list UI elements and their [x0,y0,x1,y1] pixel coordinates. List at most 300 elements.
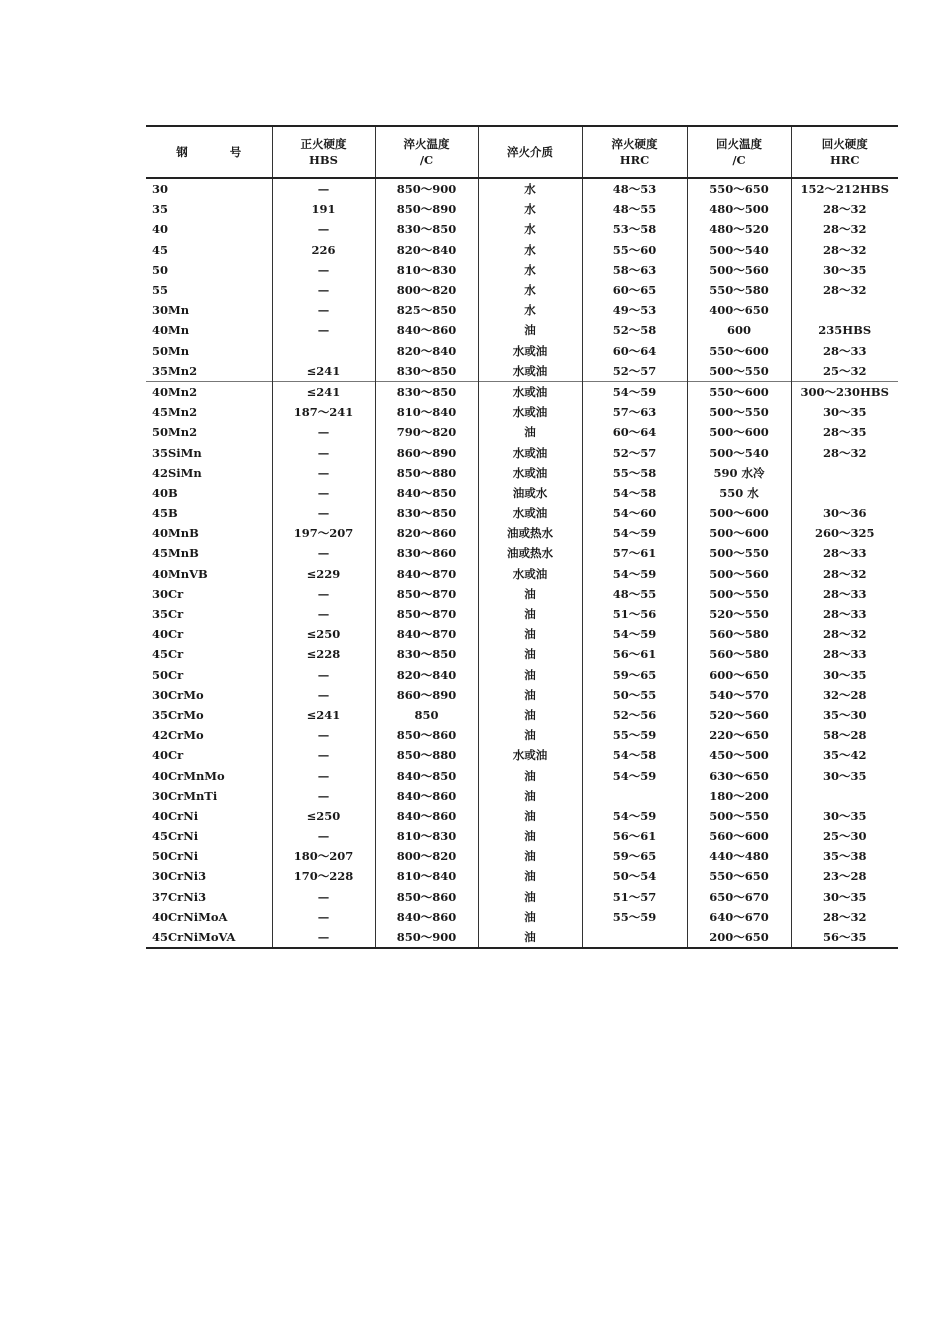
header-temper-hardness [791,126,898,178]
header-temper-temp-title: 回火温度 [716,137,762,151]
cell-temper-hardness: 28～33 [791,543,898,563]
cell-temper-temperature: 650～670 [687,887,791,907]
cell-temper-hardness [791,300,898,320]
cell-normalize-hardness: ≤229 [272,564,375,584]
table-row [146,665,898,685]
table-row [146,846,898,866]
cell-quench-hardness: 55～58 [582,463,687,483]
cell-quench-temperature: 840～850 [375,483,478,503]
cell-quench-hardness: 57～63 [582,402,687,422]
cell-quench-temperature: 820～860 [375,523,478,543]
cell-quench-hardness: 51～56 [582,604,687,624]
cell-grade: 30 [152,182,169,197]
table-row [146,685,898,705]
cell-normalize-hardness: — [272,320,375,340]
cell-quench-temperature: 830～860 [375,543,478,563]
cell-temper-temperature: 550 水 [687,483,791,503]
cell-normalize-hardness: — [272,422,375,442]
cell-grade: 40CrNi [152,808,199,823]
cell-quench-hardness: 60～64 [582,341,687,361]
cell-temper-hardness: 25～32 [791,361,898,382]
cell-temper-hardness: 30～35 [791,260,898,280]
cell-quench-temperature: 830～850 [375,361,478,382]
cell-temper-temperature: 500～600 [687,422,791,442]
cell-quench-medium: 油 [478,320,582,340]
table-row [146,463,898,483]
cell-quench-medium: 水或油 [478,503,582,523]
cell-temper-temperature: 500～550 [687,361,791,382]
cell-normalize-hardness [272,341,375,361]
cell-temper-temperature: 540～570 [687,685,791,705]
cell-normalize-hardness: ≤228 [272,644,375,664]
cell-grade: 35SiMn [152,445,202,460]
cell-quench-hardness: 55～59 [582,725,687,745]
cell-quench-temperature: 830～850 [375,219,478,239]
cell-normalize-hardness: — [272,219,375,239]
cell-quench-medium: 水或油 [478,463,582,483]
cell-quench-temperature: 850～860 [375,887,478,907]
cell-normalize-hardness: ≤241 [272,705,375,725]
cell-quench-medium: 水 [478,178,582,199]
cell-quench-medium: 油或热水 [478,523,582,543]
cell-quench-medium: 水或油 [478,402,582,422]
cell-grade: 45Mn2 [152,405,198,420]
cell-quench-medium: 油 [478,685,582,705]
cell-grade: 35Mn2 [152,363,198,378]
cell-quench-temperature: 850～870 [375,584,478,604]
cell-quench-medium: 油 [478,806,582,826]
cell-quench-medium: 油 [478,765,582,785]
cell-quench-hardness: 54～59 [582,381,687,402]
cell-normalize-hardness: — [272,260,375,280]
cell-quench-hardness: 52～57 [582,361,687,382]
cell-temper-temperature: 440～480 [687,846,791,866]
cell-quench-medium: 水或油 [478,381,582,402]
table-row [146,199,898,219]
cell-temper-temperature: 600～650 [687,665,791,685]
table-row [146,786,898,806]
cell-temper-temperature: 550～600 [687,341,791,361]
cell-temper-hardness: 28～32 [791,907,898,927]
cell-quench-hardness: 54～59 [582,765,687,785]
cell-temper-temperature: 500～540 [687,240,791,260]
cell-grade: 50Cr [152,667,184,682]
cell-quench-hardness: 55～59 [582,907,687,927]
cell-normalize-hardness: — [272,543,375,563]
cell-grade: 30Mn [152,303,190,318]
cell-quench-medium: 油 [478,665,582,685]
cell-grade: 30Cr [152,586,184,601]
cell-quench-hardness: 59～65 [582,665,687,685]
cell-quench-hardness: 58～63 [582,260,687,280]
table-row [146,866,898,886]
cell-quench-temperature: 850～880 [375,745,478,765]
table-row [146,806,898,826]
cell-quench-temperature: 800～820 [375,280,478,300]
cell-grade: 40 [152,222,169,237]
cell-temper-hardness: 30～36 [791,503,898,523]
cell-temper-temperature: 550～650 [687,866,791,886]
cell-quench-temperature: 830～850 [375,644,478,664]
cell-normalize-hardness: — [272,887,375,907]
cell-quench-hardness: 56～61 [582,826,687,846]
cell-temper-temperature: 640～670 [687,907,791,927]
cell-temper-hardness: 28～33 [791,604,898,624]
cell-temper-temperature: 220～650 [687,725,791,745]
cell-quench-medium: 油 [478,866,582,886]
header-normalize-title: 正火硬度 [300,137,347,151]
cell-grade: 45CrNiMoVA [146,927,272,948]
cell-temper-hardness: 28～32 [791,199,898,219]
table-row [146,907,898,927]
cell-quench-hardness: 50～54 [582,866,687,886]
cell-normalize-hardness: — [272,786,375,806]
table-row [146,725,898,745]
cell-grade: 45CrNi [152,829,199,844]
header-quench-medium-title: 淬火介质 [507,145,553,159]
cell-normalize-hardness: — [272,927,375,948]
cell-grade: 45Cr [152,647,184,662]
cell-temper-temperature: 450～500 [687,745,791,765]
cell-quench-hardness: 54～58 [582,483,687,503]
cell-grade: 40MnVB [152,566,208,581]
cell-temper-hardness: 28～33 [791,584,898,604]
cell-quench-hardness: 56～61 [582,644,687,664]
cell-temper-temperature: 500～550 [687,806,791,826]
cell-normalize-hardness: — [272,604,375,624]
cell-grade: 50Mn [152,343,190,358]
cell-grade: 40Mn2 [146,381,272,402]
table-row [146,240,898,260]
cell-quench-medium: 水 [478,280,582,300]
cell-quench-medium: 水 [478,199,582,219]
cell-temper-hardness: 30～35 [791,806,898,826]
table-row [146,604,898,624]
cell-quench-temperature: 840～860 [375,907,478,927]
cell-temper-temperature: 500～600 [687,523,791,543]
cell-quench-temperature: 790～820 [375,422,478,442]
cell-normalize-hardness: ≤250 [272,806,375,826]
cell-grade: 42SiMn [152,465,202,480]
table-row [146,523,898,543]
cell-normalize-hardness: — [272,826,375,846]
cell-quench-hardness: 48～55 [582,584,687,604]
cell-normalize-hardness: — [272,685,375,705]
cell-temper-temperature: 500～560 [687,260,791,280]
table-row [146,927,898,948]
cell-quench-hardness [582,786,687,806]
cell-grade: 50Mn2 [152,425,198,440]
cell-temper-hardness: 260～325 [791,523,898,543]
cell-temper-temperature: 180～200 [687,786,791,806]
cell-temper-hardness: 28～32 [791,624,898,644]
cell-quench-medium: 油或水 [478,483,582,503]
cell-quench-medium: 水或油 [478,745,582,765]
cell-normalize-hardness: — [272,280,375,300]
cell-quench-hardness: 48～55 [582,199,687,219]
cell-grade: 40CrNiMoA [152,909,228,924]
cell-temper-hardness: 23～28 [791,866,898,886]
cell-temper-hardness: 28～32 [791,564,898,584]
cell-temper-temperature: 480～500 [687,199,791,219]
table-row [146,422,898,442]
cell-temper-hardness: 30～35 [791,765,898,785]
cell-normalize-hardness: — [272,725,375,745]
header-grade-char-1: 钢 [176,145,188,159]
cell-quench-temperature: 850～880 [375,463,478,483]
cell-normalize-hardness: — [272,300,375,320]
cell-temper-hardness: 28～33 [791,341,898,361]
header-quench-hard-title: 淬火硬度 [611,137,658,151]
header-quench-hardness [582,126,687,178]
table-row [146,219,898,239]
cell-temper-hardness: 152～212HBS [791,178,898,199]
cell-temper-hardness: 28～32 [791,442,898,462]
cell-quench-hardness: 51～57 [582,887,687,907]
cell-temper-hardness: 25～30 [791,826,898,846]
cell-normalize-hardness: — [272,483,375,503]
cell-quench-medium: 水 [478,260,582,280]
cell-temper-hardness: 32～28 [791,685,898,705]
cell-grade: 30CrMnTi [152,788,218,803]
cell-quench-medium: 水或油 [478,564,582,584]
table-row [146,543,898,563]
cell-temper-hardness: 35～30 [791,705,898,725]
cell-normalize-hardness: ≤241 [272,381,375,402]
cell-quench-hardness: 54～59 [582,564,687,584]
cell-quench-hardness [582,927,687,948]
cell-quench-hardness: 60～65 [582,280,687,300]
cell-quench-hardness: 54～59 [582,523,687,543]
cell-normalize-hardness: — [272,745,375,765]
header-quench-temp-title: 淬火温度 [403,137,450,151]
header-temper-hard-title: 回火硬度 [821,137,868,151]
cell-normalize-hardness: — [272,765,375,785]
cell-temper-temperature: 480～520 [687,219,791,239]
cell-quench-medium: 水或油 [478,442,582,462]
table-row [146,320,898,340]
cell-temper-hardness [791,463,898,483]
cell-grade: 42CrMo [152,728,204,743]
table-row [146,624,898,644]
cell-temper-temperature: 520～560 [687,705,791,725]
table-row [146,826,898,846]
cell-grade: 30CrMo [152,687,204,702]
cell-quench-hardness: 59～65 [582,846,687,866]
cell-temper-temperature: 500～550 [687,543,791,563]
header-row [146,126,898,178]
cell-normalize-hardness: 170～228 [272,866,375,886]
cell-temper-hardness: 235HBS [791,320,898,340]
cell-temper-temperature: 550～650 [687,178,791,199]
table-row [146,178,898,199]
cell-quench-temperature: 820～840 [375,665,478,685]
cell-quench-temperature: 830～850 [375,503,478,523]
header-temper-hard-unit: HRC [829,153,860,167]
table-row [146,564,898,584]
cell-normalize-hardness: — [272,463,375,483]
cell-normalize-hardness: 180～207 [272,846,375,866]
cell-temper-hardness: 30～35 [791,887,898,907]
cell-grade: 40Cr [152,748,184,763]
cell-temper-hardness: 28～32 [791,219,898,239]
cell-quench-temperature: 850～890 [375,199,478,219]
cell-quench-medium: 水 [478,300,582,320]
cell-grade: 40Cr [152,627,184,642]
cell-quench-medium: 油 [478,927,582,948]
cell-quench-medium: 油 [478,644,582,664]
cell-normalize-hardness: — [272,503,375,523]
cell-temper-temperature: 550～600 [687,381,791,402]
table-row [146,442,898,462]
cell-temper-temperature: 560～600 [687,826,791,846]
cell-normalize-hardness: — [272,584,375,604]
header-grade [146,126,272,178]
table-row [146,584,898,604]
table-row [146,260,898,280]
cell-quench-medium: 水或油 [478,341,582,361]
header-temper-temperature [687,126,791,178]
cell-quench-temperature: 820～840 [375,341,478,361]
cell-temper-temperature: 560～580 [687,644,791,664]
cell-quench-hardness: 53～58 [582,219,687,239]
cell-quench-temperature: 850～860 [375,725,478,745]
header-quench-hard-unit: HRC [619,153,650,167]
cell-quench-temperature: 820～840 [375,240,478,260]
cell-quench-medium: 水或油 [478,361,582,382]
cell-temper-hardness [791,786,898,806]
table-row [146,705,898,725]
cell-quench-medium: 水 [478,240,582,260]
cell-grade: 35 [152,202,169,217]
cell-quench-hardness: 54～58 [582,745,687,765]
cell-temper-hardness: 56～35 [791,927,898,948]
cell-quench-temperature: 810～840 [375,402,478,422]
cell-quench-medium: 油 [478,907,582,927]
cell-normalize-hardness: 191 [272,199,375,219]
table-body [146,178,898,948]
cell-quench-hardness: 60～64 [582,422,687,442]
cell-temper-hardness: 300～230HBS [791,381,898,402]
steel-heat-treatment-table [146,125,898,949]
table-row [146,644,898,664]
cell-quench-temperature: 860～890 [375,442,478,462]
cell-grade: 45MnB [152,546,199,561]
cell-quench-medium: 油 [478,887,582,907]
cell-temper-temperature: 500～600 [687,503,791,523]
cell-quench-temperature: 850～900 [375,178,478,199]
cell-temper-hardness: 35～38 [791,846,898,866]
cell-temper-temperature: 600 [687,320,791,340]
cell-quench-hardness: 52～58 [582,320,687,340]
cell-quench-hardness: 49～53 [582,300,687,320]
cell-quench-temperature: 840～860 [375,806,478,826]
header-quench-temperature [375,126,478,178]
cell-grade: 30CrNi3 [152,869,207,884]
cell-quench-hardness: 54～59 [582,624,687,644]
cell-quench-hardness: 54～60 [582,503,687,523]
cell-temper-hardness: 28～32 [791,280,898,300]
cell-quench-temperature: 850 [375,705,478,725]
cell-grade: 35Cr [152,607,184,622]
cell-quench-temperature: 810～840 [375,866,478,886]
cell-temper-hardness: 30～35 [791,402,898,422]
cell-quench-hardness: 55～60 [582,240,687,260]
header-grade-char-2: 号 [229,145,242,159]
cell-grade: 45B [152,506,178,521]
cell-temper-hardness: 30～35 [791,665,898,685]
cell-temper-hardness: 35～42 [791,745,898,765]
cell-quench-hardness: 52～56 [582,705,687,725]
cell-temper-hardness: 28～32 [791,240,898,260]
cell-temper-hardness [791,483,898,503]
cell-temper-hardness: 58～28 [791,725,898,745]
cell-temper-temperature: 520～550 [687,604,791,624]
cell-quench-temperature: 800～820 [375,846,478,866]
table-row [146,300,898,320]
cell-quench-medium: 油 [478,846,582,866]
table-row [146,503,898,523]
cell-quench-temperature: 810～830 [375,260,478,280]
cell-quench-medium: 水 [478,219,582,239]
cell-quench-temperature: 850～900 [375,927,478,948]
cell-normalize-hardness: — [272,665,375,685]
cell-temper-temperature: 500～550 [687,402,791,422]
cell-quench-hardness: 50～55 [582,685,687,705]
cell-temper-temperature: 630～650 [687,765,791,785]
cell-temper-temperature: 550～580 [687,280,791,300]
cell-normalize-hardness: — [272,178,375,199]
steel-heat-treatment-table-wrapper [146,125,898,949]
cell-quench-temperature: 810～830 [375,826,478,846]
cell-quench-medium: 油 [478,584,582,604]
cell-quench-medium: 油或热水 [478,543,582,563]
table-row [146,483,898,503]
cell-quench-hardness: 48～53 [582,178,687,199]
cell-grade: 40B [152,485,178,500]
cell-grade: 50 [152,262,169,277]
cell-quench-temperature: 840～860 [375,786,478,806]
header-quench-temp-unit: /C [419,153,434,167]
cell-quench-temperature: 850～870 [375,604,478,624]
cell-quench-temperature: 840～870 [375,564,478,584]
cell-quench-medium: 油 [478,705,582,725]
cell-temper-hardness: 28～33 [791,644,898,664]
cell-normalize-hardness: ≤250 [272,624,375,644]
table-row [146,341,898,361]
cell-quench-medium: 油 [478,826,582,846]
cell-quench-hardness: 54～59 [582,806,687,826]
table-header [146,126,898,178]
cell-quench-hardness: 57～61 [582,543,687,563]
cell-temper-temperature: 400～650 [687,300,791,320]
cell-quench-medium: 油 [478,604,582,624]
cell-quench-temperature: 825～850 [375,300,478,320]
cell-normalize-hardness: ≤241 [272,361,375,382]
cell-temper-temperature: 590 水冷 [687,463,791,483]
cell-temper-temperature: 500～540 [687,442,791,462]
cell-normalize-hardness: 187～241 [272,402,375,422]
cell-temper-temperature: 500～550 [687,584,791,604]
cell-temper-hardness: 28～35 [791,422,898,442]
cell-normalize-hardness: — [272,907,375,927]
cell-grade: 35CrMo [152,707,204,722]
table-row [146,887,898,907]
table-row [146,765,898,785]
cell-normalize-hardness: 197～207 [272,523,375,543]
cell-quench-hardness: 52～57 [582,442,687,462]
cell-grade: 45 [152,242,169,257]
